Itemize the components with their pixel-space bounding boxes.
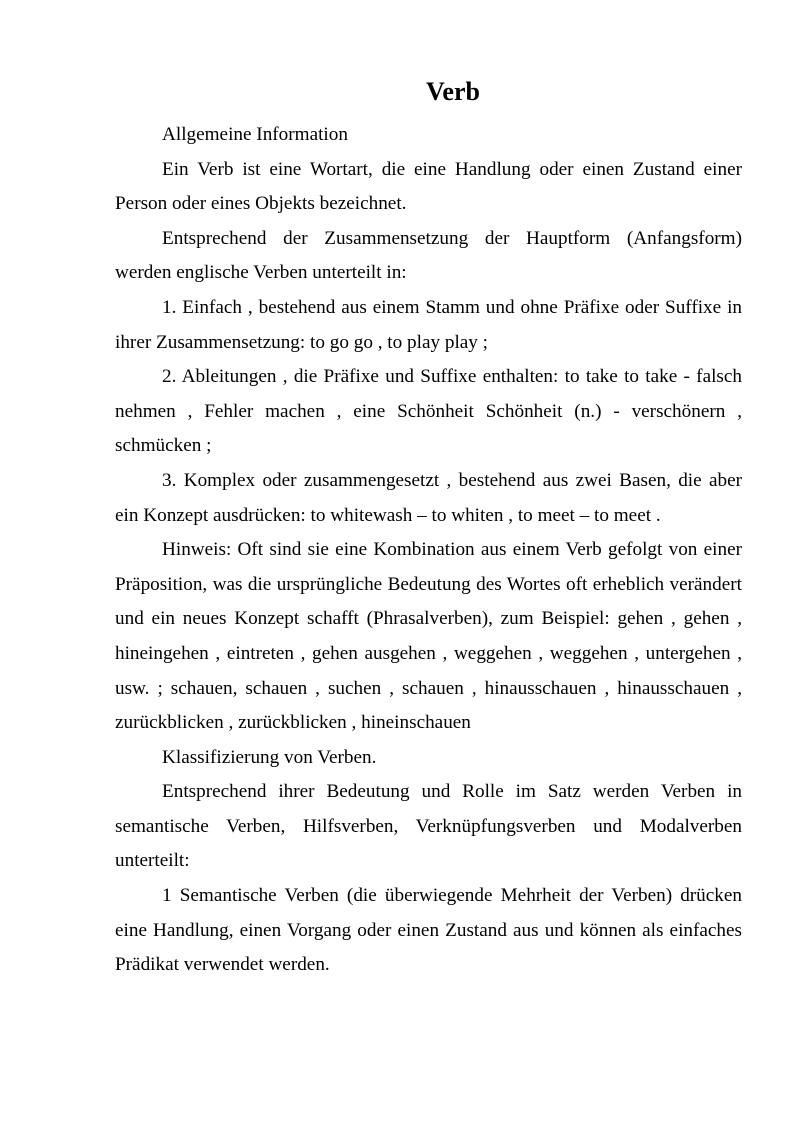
document-body — [115, 118, 742, 983]
paragraph-derived-verbs: 2. Ableitungen , die Präfixe und Suffixe enthalten: to take to take - falsch nehmen , Fehler machen , eine Schönheit Schönheit (n.) - verschönern , schmücken ; — [115, 366, 742, 457]
paragraph-definition: Ein Verb ist eine Wortart, die eine Handlung oder einen Zustand einer Person oder eines Objekts bezeichnet. — [115, 158, 742, 215]
paragraph-phrasal-verbs-note: Hinweis: Oft sind sie eine Kombination aus einem Verb gefolgt von einer Präposition, was die ursprüngliche Bedeutung des Wortes oft erheblich verändert und ein neues Konzept schafft (Phrasalverben), zum Beispiel: gehen , gehen , hineingehen , eintreten , gehen ausgehen , weggehen , weggehen , untergehen , usw. ; schauen, schauen , suchen , schauen , hinausschauen , hinausschauen , zurückblicken , zurückblicken , hineinschauen — [115, 539, 742, 734]
paragraph-general-information: Allgemeine Information — [162, 124, 348, 145]
paragraph-simple-verbs: 1. Einfach , bestehend aus einem Stamm und ohne Präfixe oder Suffixe in ihrer Zusammensetzung: to go go , to play play ; — [115, 296, 742, 353]
paragraph-classification-intro: Entsprechend ihrer Bedeutung und Rolle im Satz werden Verben in semantische Verben, Hilfsverben, Verknüpfungsverben und Modalverben unterteilt: — [115, 781, 742, 872]
paragraph-semantic-verbs: 1 Semantische Verben (die überwiegende Mehrheit der Verben) drücken eine Handlung, einen Vorgang oder einen Zustand aus und können als einfaches Prädikat verwendet werden. — [115, 885, 742, 976]
paragraph-compound-verbs: 3. Komplex oder zusammengesetzt , bestehend aus zwei Basen, die aber ein Konzept ausdrücken: to whitewash – to whiten , to meet – to meet . — [115, 469, 742, 526]
document-title: Verb — [426, 77, 480, 106]
paragraph-classification-heading: Klassifizierung von Verben. — [162, 746, 377, 768]
paragraph-composition-intro: Entsprechend der Zusammensetzung der Hauptform (Anfangsform) werden englische Verben unterteilt in: — [115, 227, 742, 284]
